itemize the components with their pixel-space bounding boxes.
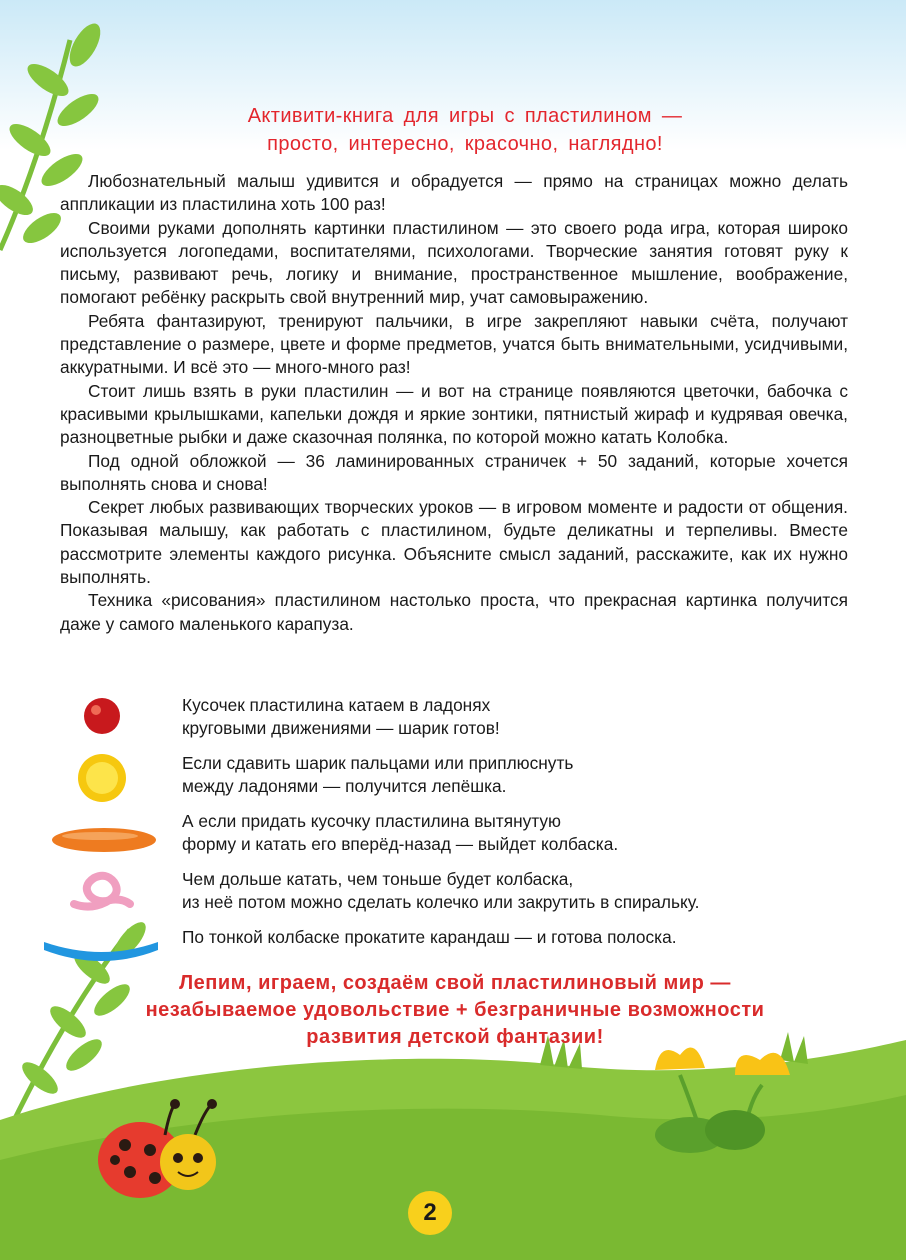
step-line: круговыми движениями — шарик готов! xyxy=(182,718,500,739)
pink-spiral-icon xyxy=(30,864,170,922)
step-text xyxy=(182,810,872,857)
step-line: По тонкой колбаске прокатите карандаш — и готова полоска. xyxy=(182,927,677,947)
step-sausage xyxy=(30,806,870,864)
paragraph: Стоит лишь взять в руки пластилин — и вот на странице появляются цветочки, бабочка с красивыми крылышками, капельки дождя и яркие зонтики, пятнистый жираф и кудрявая овечка, разноцветные рыбки и даже сказочная полянка, по которой можно катать Колобка. xyxy=(60,380,848,448)
step-text xyxy=(182,752,872,799)
step-line: Если сдавить шарик пальцами или приплюснуть xyxy=(182,753,574,773)
page-number: 2 xyxy=(408,1191,452,1235)
step-line: из неё потом можно сделать колечко или закрутить в спиральку. xyxy=(182,892,700,913)
step-line: Кусочек пластилина катаем в ладонях xyxy=(182,695,491,715)
closing-line: развития детской фантазии! xyxy=(306,1026,604,1048)
heading-line: просто, интересно, красочно, наглядно! xyxy=(267,133,663,155)
closing-line: Лепим, играем, создаём свой пластилиновый мир — xyxy=(179,972,731,994)
yellow-disc-icon xyxy=(30,748,170,806)
step-text xyxy=(182,868,872,915)
step-line: А если придать кусочку пластилина вытянутую xyxy=(182,811,561,831)
page-heading xyxy=(120,102,810,158)
closing-slogan xyxy=(60,970,850,1051)
technique-steps xyxy=(30,690,870,980)
step-text xyxy=(182,926,872,949)
paragraph: Ребята фантазируют, тренируют пальчики, в игре закрепляют навыки счёта, получают представление о размере, цвете и форме предметов, учатся быть внимательными, усидчивыми, аккуратными. И всё это — много-много раз! xyxy=(60,310,848,378)
paragraph: Секрет любых развивающих творческих уроков — в игровом моменте и радости от общения. Показывая малышу, как работать с пластилином, будьте деликатны и терпеливы. Вместе рассмотрите элементы каждого рисунка. Объясните смысл заданий, расскажите, как их нужно выполнять. xyxy=(60,497,848,588)
paragraph: Своими руками дополнять картинки пластилином — это своего рода игра, которая широко используется логопедами, воспитателями, психологами. Творческие занятия готовят руку к письму, развивают речь, логику и внимание, пространственное мышление, воображение, помогают ребёнку раскрыть свой внутренний мир, учат самовыражению. xyxy=(60,217,848,308)
intro-text xyxy=(60,170,848,636)
step-line: Чем дольше катать, чем тоньше будет колбаска, xyxy=(182,869,574,889)
step-text xyxy=(182,694,872,741)
closing-line: незабываемое удовольствие + безграничные возможности xyxy=(145,999,765,1021)
step-ball xyxy=(30,690,870,748)
heading-line: Активити-книга для игры с пластилином — xyxy=(247,105,683,127)
paragraph: Под одной обложкой — 36 ламинированных страничек + 50 заданий, которые хочется выполнять снова и снова! xyxy=(60,450,848,494)
step-disc xyxy=(30,748,870,806)
paragraph: Техника «рисования» пластилином настолько проста, что прекрасная картинка получится даже у самого маленького карапуза. xyxy=(60,590,848,634)
step-line: между ладонями — получится лепёшка. xyxy=(182,776,507,797)
red-ball-icon xyxy=(30,690,170,748)
orange-sausage-icon xyxy=(30,806,170,864)
step-spiral xyxy=(30,864,870,922)
paragraph: Любознательный малыш удивится и обрадуется — прямо на страницах можно делать аппликации из пластилина хоть 100 раз! xyxy=(60,171,848,215)
step-line: форму и катать его вперёд-назад — выйдет колбаска. xyxy=(182,834,619,855)
